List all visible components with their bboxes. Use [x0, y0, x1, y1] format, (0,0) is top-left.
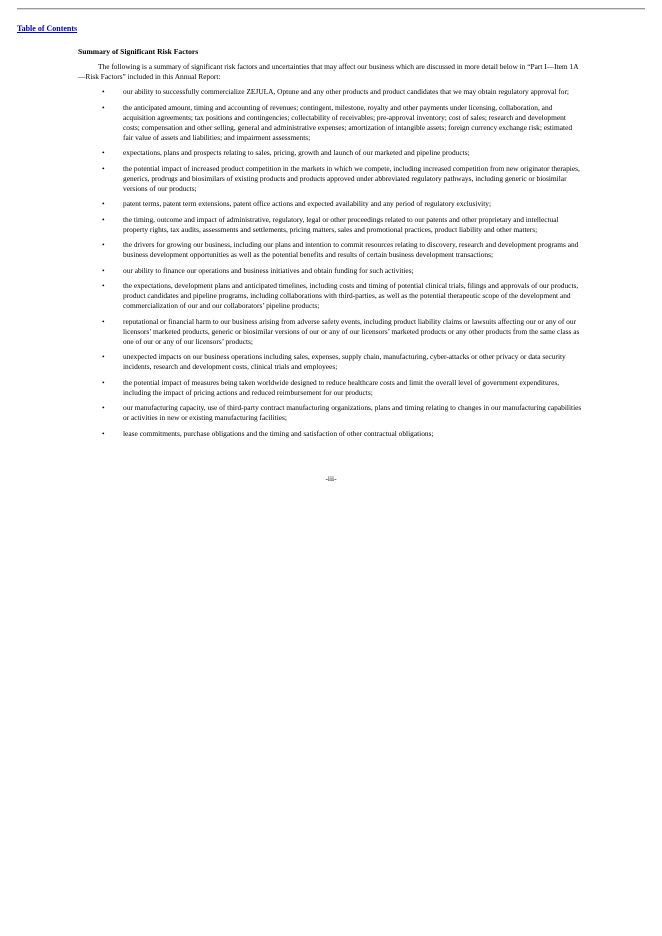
list-item — [78, 352, 583, 372]
list-item — [78, 199, 583, 209]
list-item — [78, 378, 583, 398]
table-of-contents-link[interactable]: Table of Contents — [17, 24, 78, 33]
list-item-text: the expectations, development plans and anticipated timelines, including costs and timing of potential clinical trials, filings and approvals of our products, product candidates and pipeline programs, including collaborations with third-parties, as well as the potential therapeutic scope of the development and commercialization of our and our collaborators’ pipeline products; — [123, 281, 579, 310]
list-item-text: patent terms, patent term extensions, patent office actions and expected availability and any period of regulatory exclusivity; — [123, 199, 492, 208]
bullet-icon: • — [102, 352, 105, 361]
list-item — [78, 240, 583, 260]
top-divider — [17, 8, 645, 9]
bullet-icon: • — [102, 428, 105, 438]
list-item — [78, 164, 583, 194]
list-item-text: expectations, plans and prospects relating to sales, pricing, growth and launch of our marketed and pipeline products; — [123, 148, 470, 157]
list-item — [78, 429, 583, 439]
list-item — [78, 103, 583, 143]
list-item-text: the potential impact of measures being taken worldwide designed to reduce healthcare costs and limit the overall level of government expenditures, including the impact of pricing actions and reduced reimbursement for our products; — [123, 377, 560, 397]
bullet-icon: • — [102, 102, 105, 112]
list-item-text: unexpected impacts on our business operations including sales, expenses, supply chain, manufacturing, cyber-attacks or other privacy or data security incidents, research and development costs, clinical trials and employees; — [123, 352, 566, 371]
bullet-icon: • — [102, 199, 105, 208]
list-item-text: our manufacturing capacity, use of third-party contract manufacturing organizations, plans and timing relating to changes in our manufacturing capabilities or activities in new or existing manufacturing facilities; — [123, 403, 582, 422]
list-item — [78, 148, 583, 158]
list-item — [78, 281, 583, 311]
bullet-icon: • — [102, 281, 105, 290]
risk-factor-list — [78, 87, 583, 439]
list-item-text: the drivers for growing our business, including our plans and intention to commit resources relating to discovery, research and development programs and business development opportunities as well as the potential benefits and results of certain business development transactions; — [123, 240, 579, 259]
list-item — [78, 266, 583, 276]
section-heading: Summary of Significant Risk Factors — [78, 47, 199, 56]
bullet-icon: • — [102, 403, 105, 412]
list-item — [78, 317, 583, 347]
list-item-text: lease commitments, purchase obligations and the timing and satisfaction of other contractual obligations; — [123, 428, 434, 438]
bullet-icon: • — [102, 240, 105, 249]
risk-summary-section — [78, 47, 583, 444]
page-number: -iii- — [325, 474, 337, 483]
list-item — [78, 403, 583, 423]
list-item — [78, 215, 583, 235]
list-item-text: our ability to finance our operations and business initiatives and obtain funding for such activities; — [123, 265, 414, 275]
bullet-icon: • — [102, 148, 105, 157]
list-item-text: the potential impact of increased product competition in the markets in which we compete, including increased competition from new originator therapies, generics, prodrugs and biosimilars of existing products and products approved under abbreviated regulatory pathways, including generic or biosimilar versions of our products; — [123, 163, 580, 193]
intro-paragraph: The following is a summary of significant risk factors and uncertainties that may affect our business which are discussed in more detail below in “Part I—Item 1A—Risk Factors” included in this Annual Report: — [78, 62, 579, 81]
list-item-text: the anticipated amount, timing and accounting of revenues; contingent, milestone, royalty and other payments under licensing, collaboration, and acquisition agreements; tax positions and contingencies; collectability of receivables; pre-approval inventory; cost of sales; research and development costs; compensation and other selling, general and administrative expenses; amortization of intangible assets; foreign currency exchange risk; estimated fair value of assets and liabilities; and impairment assessments; — [123, 102, 573, 142]
bullet-icon: • — [102, 87, 105, 96]
list-item-text: the timing, outcome and impact of administrative, regulatory, legal or other proceedings related to our patents and other proprietary and intellectual property rights, tax audits, assessments and settlements, pricing matters, sales and promotional practices, product liability and other matters; — [123, 214, 559, 234]
bullet-icon: • — [102, 265, 105, 275]
list-item-text: reputational or financial harm to our business arising from adverse safety events, including product liability claims or lawsuits affecting our or any of our licensors’ marketed products, generic or biosimilar versions of our or any of our licensors’ marketed products or any other products from the same class as one of our or any of our licensors’ products; — [123, 316, 580, 346]
bullet-icon: • — [102, 377, 105, 387]
bullet-icon: • — [102, 316, 105, 326]
list-item-text: our ability to successfully commercialize ZEJULA, Optune and any other products and product candidates that we may obtain regulatory approval for; — [123, 87, 569, 96]
bullet-icon: • — [102, 163, 105, 173]
list-item — [78, 87, 583, 97]
bullet-icon: • — [102, 214, 105, 224]
